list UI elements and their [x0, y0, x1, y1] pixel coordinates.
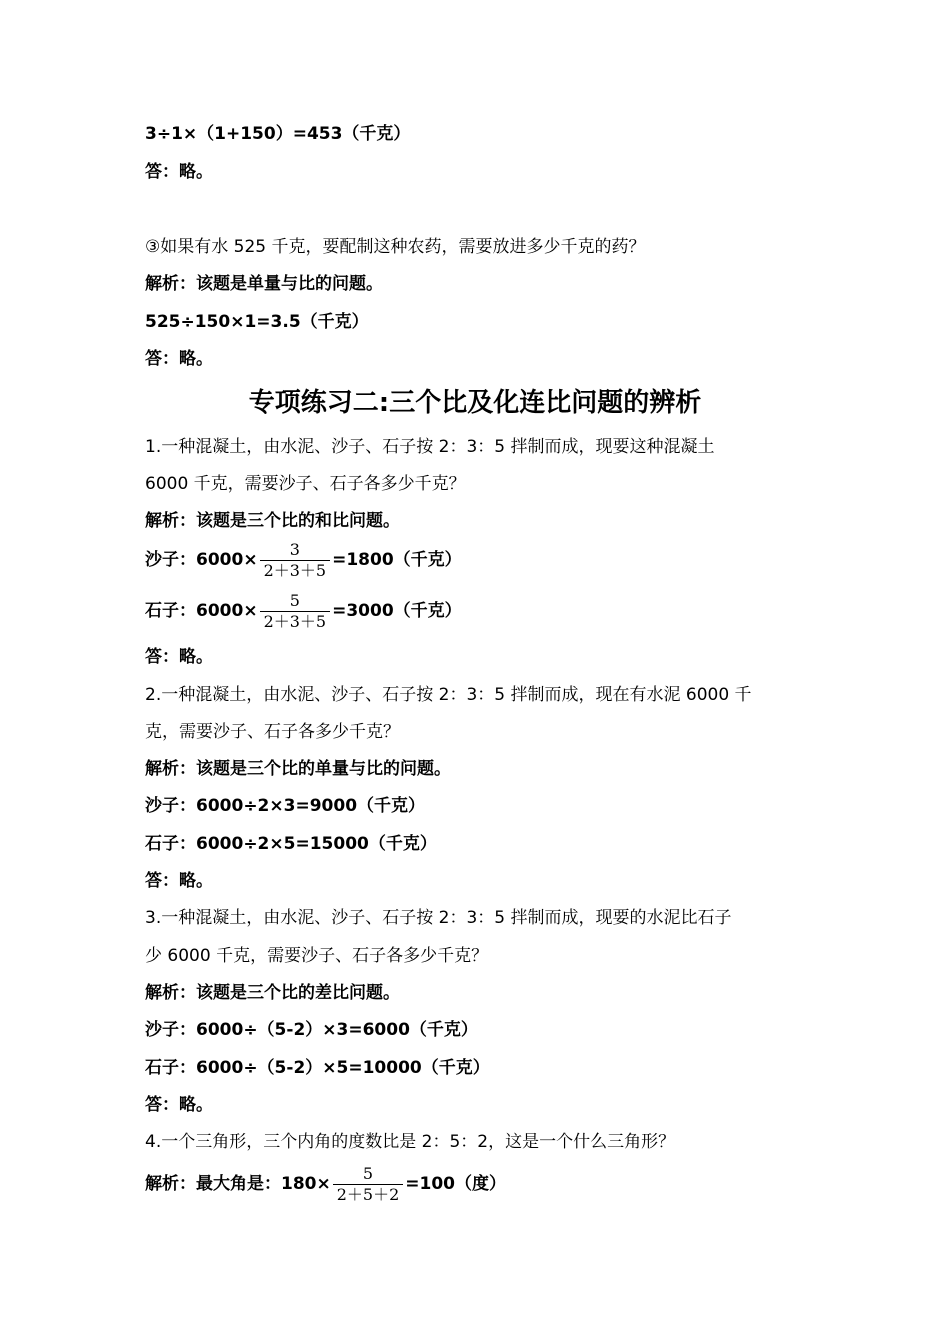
line-question-3: ③如果有水 525 千克，要配制这种农药，需要放进多少千克的药？	[145, 237, 646, 257]
problem1-stone-result: =3000（千克）	[332, 601, 462, 621]
fraction-numerator: 5	[362, 1163, 374, 1183]
problem2-stone: 石子：6000÷2×5=15000（千克）	[145, 834, 437, 854]
problem2-question-line2: 克，需要沙子、石子各多少千克？	[145, 722, 400, 742]
problem4-question: 4.一个三角形，三个内角的度数比是 2：5：2，这是一个什么三角形？	[145, 1132, 676, 1152]
problem2-analysis: 解析：该题是三个比的单量与比的问题。	[145, 759, 451, 779]
problem1-sand-result: =1800（千克）	[332, 550, 462, 570]
problem1-sand-fraction	[260, 540, 331, 581]
fraction-numerator: 5	[289, 590, 300, 610]
problem1-stone	[145, 589, 462, 633]
problem1-analysis: 解析：该题是三个比的和比问题。	[145, 511, 400, 531]
fraction-denominator: 2＋5＋2	[333, 1184, 404, 1205]
problem1-sand	[145, 538, 462, 582]
line-calc-3-5: 525÷150×1=3.5（千克）	[145, 312, 369, 332]
problem3-answer: 答：略。	[145, 1095, 213, 1115]
problem1-question-line2: 6000 千克，需要沙子、石子各多少千克？	[145, 474, 466, 494]
line-calc-453: 3÷1×（1+150）=453（千克）	[145, 124, 411, 144]
fraction-numerator: 3	[289, 539, 300, 559]
problem1-answer: 答：略。	[145, 647, 213, 667]
problem4-fraction	[333, 1164, 404, 1205]
problem1-stone-prefix: 石子：6000×	[145, 601, 258, 621]
problem1-question-line1: 1.一种混凝土，由水泥、沙子、石子按 2：3：5 拌制而成，现要这种混凝土	[145, 437, 715, 457]
problem2-sand: 沙子：6000÷2×3=9000（千克）	[145, 796, 426, 816]
problem3-question-line2: 少 6000 千克，需要沙子、石子各多少千克？	[145, 946, 489, 966]
problem1-sand-prefix: 沙子：6000×	[145, 550, 258, 570]
problem4-analysis-prefix: 解析：最大角是：180×	[145, 1174, 331, 1194]
fraction-denominator: 2＋3＋5	[260, 560, 331, 581]
problem3-question-line1: 3.一种混凝土，由水泥、沙子、石子按 2：3：5 拌制而成，现要的水泥比石子	[145, 908, 732, 928]
problem3-analysis: 解析：该题是三个比的差比问题。	[145, 983, 400, 1003]
problem4-analysis-result: =100（度）	[405, 1174, 507, 1194]
problem3-sand: 沙子：6000÷（5-2）×3=6000（千克）	[145, 1020, 478, 1040]
line-answer-1: 答：略。	[145, 162, 213, 182]
problem2-question-line1: 2.一种混凝土，由水泥、沙子、石子按 2：3：5 拌制而成，现在有水泥 6000 千	[145, 685, 752, 705]
problem4-analysis	[145, 1162, 506, 1206]
fraction-denominator: 2＋3＋5	[260, 611, 331, 632]
problem3-stone: 石子：6000÷（5-2）×5=10000（千克）	[145, 1058, 490, 1078]
line-analysis-3: 解析：该题是单量与比的问题。	[145, 274, 383, 294]
section-title: 专项练习二:三个比及化连比问题的辨析	[248, 388, 702, 418]
problem2-answer: 答：略。	[145, 871, 213, 891]
problem1-stone-fraction	[260, 591, 331, 632]
line-answer-2: 答：略。	[145, 349, 213, 369]
